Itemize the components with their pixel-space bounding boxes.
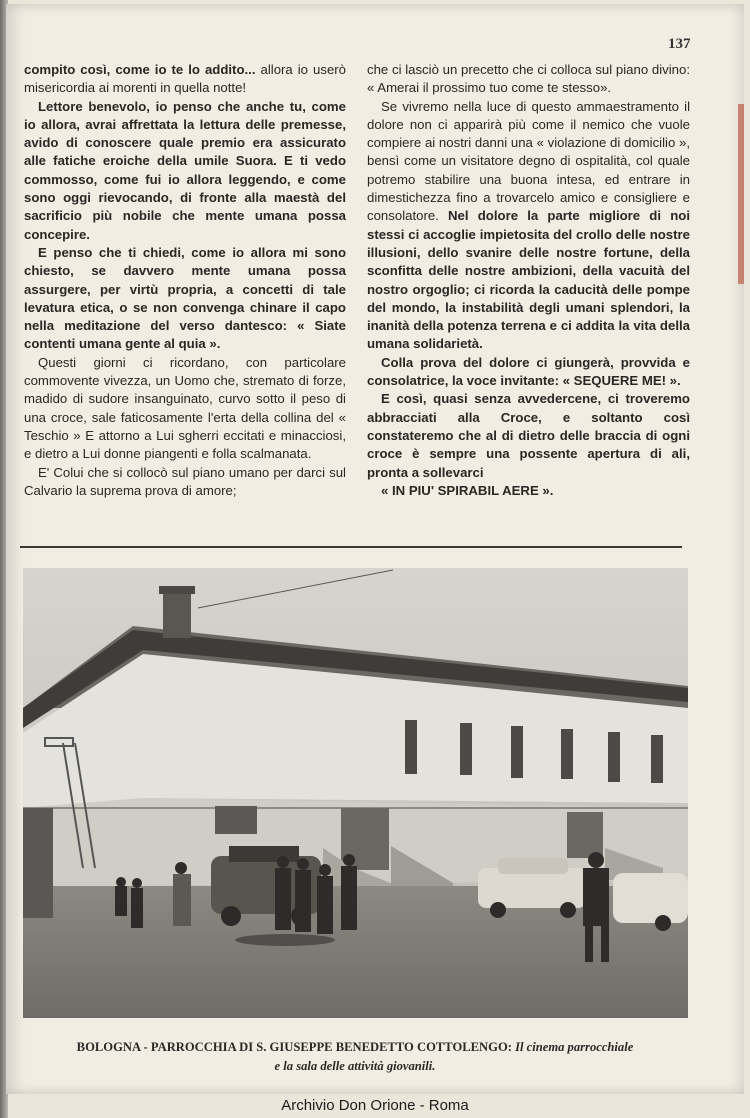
caption-subject: Il cinema parrocchiale (511, 1040, 634, 1054)
page-edge-mark (738, 104, 744, 284)
left-text-column (24, 61, 346, 500)
paragraph (24, 98, 346, 244)
paragraph (24, 61, 346, 98)
paragraph (367, 98, 690, 354)
caption-place: BOLOGNA - PARROCCHIA DI S. GIUSEPPE BENEDETTO COTTOLENGO: (76, 1040, 512, 1054)
paragraph-text: Lettore benevolo, io penso che anche tu, come io allora, avrai affrettata la lettura delle premesse, avido di conoscere quale premio era assicurato alle fatiche eroiche della umile Suora. E ti vedo commosso, come fui io allora leggendo, e come sono oggi rievocando, di fronte alla maestà del sacrificio più nobile che mente umana possa concepire. (24, 98, 346, 242)
paragraph-text: E così, quasi senza avvedercene, ci troveremo abbracciati alla Croce, e soltanto così constateremo che al di dietro delle braccia di ogni croce è sempre una possente apertura di ali, pronta a sollevarci (367, 391, 690, 480)
paragraph (367, 390, 690, 481)
parish-building-photo (23, 568, 688, 1018)
paragraph-text: allora io userò misericordia ai morenti in quella notte! (24, 62, 347, 96)
paragraph-text: compito così, come io te lo addito... (24, 62, 256, 77)
paragraph (24, 354, 346, 464)
paragraph-text: Nel dolore la parte migliore di noi stessi ci accoglie impietosita del crollo delle nostre illusioni, dello svanire delle nostre fortune, della sconfitta delle nostre ambizioni, della vacuità del nostro orgoglio; ci ricorda la caducità delle pompe del mondo, la instabilità degli umani splendori, la inanità della potenza terrena e ci addita la vita della umana solidarietà. (367, 208, 690, 352)
paragraph-text: Se vivremo nella luce di questo ammaestramento il dolore non ci apparirà più come il nemico che vuole compiere ai nostri danni una « violazione di domicilio », bensì come un visitatore degno di ospitalità, col quale potremo stabilire una buona intesa, ed entrare in dimestichezza fino a trovarcelo amico e consigliere e consolatore. (367, 98, 690, 224)
section-divider (20, 546, 682, 548)
paragraph (367, 354, 690, 391)
caption-line-1 (30, 1038, 680, 1057)
caption-line-2: e la sala delle attività giovanili. (274, 1059, 436, 1073)
archive-footer: Archivio Don Orione - Roma (281, 1097, 469, 1114)
right-text-column (367, 61, 690, 500)
paragraph-text: Questi giorni ci ricordano, con particolare commovente vivezza, un Uomo che, stremato di forze, madido di sudore insanguinato, curvo sotto il peso di una croce, sale faticosamente l'erta della collina del « Teschio » E attorno a Lui sgherri eccitati e minacciosi, e dietro a Lui donne piangenti e folla scalmanata. (24, 354, 346, 462)
photo-caption (30, 1038, 680, 1076)
paragraph (24, 464, 346, 501)
building-photo-illustration (23, 568, 688, 1018)
paragraph-text: Colla prova del dolore ci giungerà, provvida e consolatrice, la voce invitante: « SEQUERE ME! ». (367, 354, 690, 389)
paragraph (24, 244, 346, 354)
paragraph-text: E penso che ti chiedi, come io allora mi sono chiesto, se davvero mente umana possa assurgere, per virtù propria, a concetti di tale levatura etica, o se non convenga chinare il capo nella meditazione del verso dantesco: « Siate contenti umana gente al quia ». (24, 244, 346, 352)
paragraph-text: che ci lasciò un precetto che ci colloca sul piano divino: « Amerai il prossimo tuo come te stesso». (367, 62, 690, 96)
page-number: 137 (668, 36, 691, 52)
paragraph (367, 482, 690, 500)
paragraph (367, 61, 690, 98)
paragraph-text: E' Colui che si collocò sul piano umano per darci sul Calvario la suprema prova di amore; (24, 464, 346, 498)
paragraph-text: « IN PIU' SPIRABIL AERE ». (381, 482, 554, 498)
